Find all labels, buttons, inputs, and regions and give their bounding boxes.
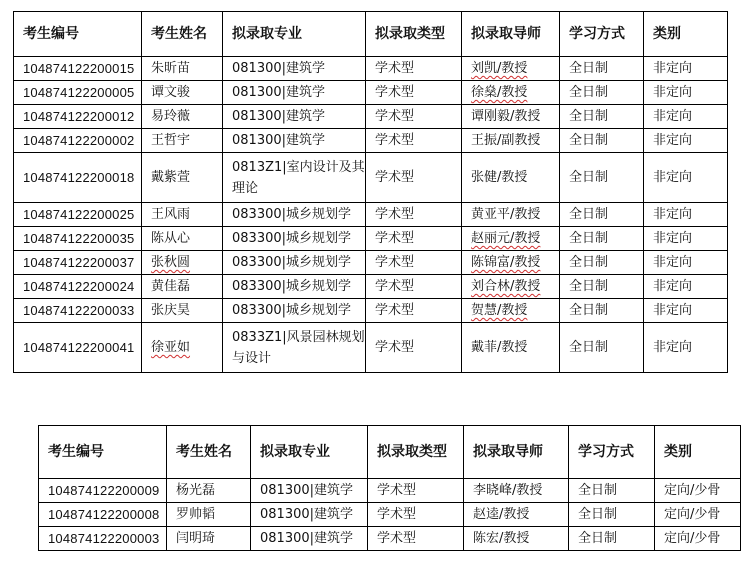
advisor-cell: 王振/副教授 bbox=[462, 129, 560, 153]
header-type: 拟录取类型 bbox=[366, 12, 462, 57]
advisor-cell bbox=[462, 275, 560, 299]
advisor-cell bbox=[462, 299, 560, 323]
advisor-text: 刘凯/教授 bbox=[471, 61, 528, 76]
name-cell: 闫明琦 bbox=[167, 527, 251, 551]
category-cell: 非定向 bbox=[644, 57, 728, 81]
advisor-cell bbox=[462, 81, 560, 105]
type-cell: 学术型 bbox=[366, 323, 462, 373]
header-name: 考生姓名 bbox=[142, 12, 223, 57]
type-cell: 学术型 bbox=[366, 299, 462, 323]
study-mode-cell: 全日制 bbox=[569, 503, 655, 527]
header-exam-id: 考生编号 bbox=[39, 426, 167, 479]
header-advisor: 拟录取导师 bbox=[464, 426, 569, 479]
advisor-cell bbox=[462, 251, 560, 275]
table-row bbox=[14, 81, 728, 105]
major-cell: 0833Z1|风景园林规划与设计 bbox=[223, 323, 366, 373]
exam-id-cell: 104874122200003 bbox=[39, 527, 167, 551]
major-cell: 081300|建筑学 bbox=[223, 81, 366, 105]
exam-id-cell: 104874122200037 bbox=[14, 251, 142, 275]
major-cell: 081300|建筑学 bbox=[223, 105, 366, 129]
type-cell: 学术型 bbox=[366, 57, 462, 81]
advisor-cell bbox=[462, 227, 560, 251]
study-mode-cell: 全日制 bbox=[560, 275, 644, 299]
advisor-text: 刘合林/教授 bbox=[471, 279, 541, 294]
exam-id-cell: 104874122200005 bbox=[14, 81, 142, 105]
type-cell: 学术型 bbox=[366, 227, 462, 251]
table-row bbox=[14, 323, 728, 373]
exam-id-cell: 104874122200012 bbox=[14, 105, 142, 129]
type-cell: 学术型 bbox=[368, 503, 464, 527]
name-cell: 张庆昊 bbox=[142, 299, 223, 323]
table-row bbox=[14, 251, 728, 275]
table-row bbox=[39, 527, 741, 551]
type-cell: 学术型 bbox=[366, 129, 462, 153]
table-row bbox=[14, 105, 728, 129]
type-cell: 学术型 bbox=[366, 153, 462, 203]
category-cell: 定向/少骨 bbox=[655, 503, 741, 527]
study-mode-cell: 全日制 bbox=[560, 153, 644, 203]
study-mode-cell: 全日制 bbox=[560, 323, 644, 373]
type-cell: 学术型 bbox=[368, 479, 464, 503]
advisor-text: 陈锦富/教授 bbox=[471, 255, 541, 270]
name-cell: 黄佳磊 bbox=[142, 275, 223, 299]
table-row bbox=[14, 227, 728, 251]
study-mode-cell: 全日制 bbox=[569, 527, 655, 551]
exam-id-cell: 104874122200018 bbox=[14, 153, 142, 203]
major-cell: 081300|建筑学 bbox=[223, 57, 366, 81]
major-cell: 081300|建筑学 bbox=[251, 527, 368, 551]
major-cell: 083300|城乡规划学 bbox=[223, 227, 366, 251]
exam-id-cell: 104874122200033 bbox=[14, 299, 142, 323]
exam-id-cell: 104874122200041 bbox=[14, 323, 142, 373]
category-cell: 非定向 bbox=[644, 105, 728, 129]
exam-id-cell: 104874122200025 bbox=[14, 203, 142, 227]
major-cell: 081300|建筑学 bbox=[251, 503, 368, 527]
exam-id-cell: 104874122200024 bbox=[14, 275, 142, 299]
major-cell: 081300|建筑学 bbox=[223, 129, 366, 153]
category-cell: 非定向 bbox=[644, 251, 728, 275]
advisor-cell: 陈宏/教授 bbox=[464, 527, 569, 551]
header-category: 类别 bbox=[644, 12, 728, 57]
study-mode-cell: 全日制 bbox=[560, 251, 644, 275]
type-cell: 学术型 bbox=[366, 251, 462, 275]
exam-id-cell: 104874122200035 bbox=[14, 227, 142, 251]
advisor-text: 赵丽元/教授 bbox=[471, 231, 541, 246]
major-cell: 083300|城乡规划学 bbox=[223, 203, 366, 227]
study-mode-cell: 全日制 bbox=[560, 203, 644, 227]
admission-table-directed bbox=[38, 425, 741, 551]
exam-id-cell: 104874122200015 bbox=[14, 57, 142, 81]
study-mode-cell: 全日制 bbox=[560, 129, 644, 153]
table-row bbox=[39, 503, 741, 527]
advisor-text: 徐燊/教授 bbox=[471, 85, 528, 100]
advisor-cell: 谭刚毅/教授 bbox=[462, 105, 560, 129]
name-cell: 王风雨 bbox=[142, 203, 223, 227]
name-cell: 谭文骏 bbox=[142, 81, 223, 105]
category-cell: 非定向 bbox=[644, 299, 728, 323]
name-cell: 罗帅韬 bbox=[167, 503, 251, 527]
category-cell: 非定向 bbox=[644, 203, 728, 227]
header-major: 拟录取专业 bbox=[251, 426, 368, 479]
header-name: 考生姓名 bbox=[167, 426, 251, 479]
category-cell: 非定向 bbox=[644, 275, 728, 299]
advisor-cell: 张健/教授 bbox=[462, 153, 560, 203]
category-cell: 非定向 bbox=[644, 129, 728, 153]
name-cell: 易玲薇 bbox=[142, 105, 223, 129]
header-type: 拟录取类型 bbox=[368, 426, 464, 479]
name-cell: 王哲宇 bbox=[142, 129, 223, 153]
name-cell: 朱昕苗 bbox=[142, 57, 223, 81]
advisor-cell: 黄亚平/教授 bbox=[462, 203, 560, 227]
table-row bbox=[14, 299, 728, 323]
study-mode-cell: 全日制 bbox=[560, 299, 644, 323]
type-cell: 学术型 bbox=[368, 527, 464, 551]
header-exam-id: 考生编号 bbox=[14, 12, 142, 57]
table-row bbox=[14, 57, 728, 81]
study-mode-cell: 全日制 bbox=[569, 479, 655, 503]
advisor-cell: 李晓峰/教授 bbox=[464, 479, 569, 503]
study-mode-cell: 全日制 bbox=[560, 227, 644, 251]
category-cell: 非定向 bbox=[644, 81, 728, 105]
major-cell: 081300|建筑学 bbox=[251, 479, 368, 503]
study-mode-cell: 全日制 bbox=[560, 57, 644, 81]
name-cell: 戴紫萱 bbox=[142, 153, 223, 203]
advisor-cell bbox=[462, 57, 560, 81]
exam-id-cell: 104874122200002 bbox=[14, 129, 142, 153]
category-cell: 非定向 bbox=[644, 153, 728, 203]
advisor-cell: 戴菲/教授 bbox=[462, 323, 560, 373]
table-header-row bbox=[39, 426, 741, 479]
category-cell: 非定向 bbox=[644, 227, 728, 251]
type-cell: 学术型 bbox=[366, 105, 462, 129]
table-row bbox=[14, 203, 728, 227]
table-row bbox=[14, 129, 728, 153]
category-cell: 定向/少骨 bbox=[655, 527, 741, 551]
header-study-mode: 学习方式 bbox=[560, 12, 644, 57]
type-cell: 学术型 bbox=[366, 275, 462, 299]
header-study-mode: 学习方式 bbox=[569, 426, 655, 479]
advisor-text: 贺慧/教授 bbox=[471, 303, 528, 318]
name-cell bbox=[142, 251, 223, 275]
type-cell: 学术型 bbox=[366, 203, 462, 227]
name-cell bbox=[142, 323, 223, 373]
table-header-row bbox=[14, 12, 728, 57]
category-cell: 非定向 bbox=[644, 323, 728, 373]
name-text: 徐亚如 bbox=[151, 340, 191, 355]
table-row bbox=[14, 275, 728, 299]
name-text: 张秋圆 bbox=[151, 255, 191, 270]
table-row bbox=[14, 153, 728, 203]
major-cell: 0813Z1|室内设计及其理论 bbox=[223, 153, 366, 203]
header-category: 类别 bbox=[655, 426, 741, 479]
study-mode-cell: 全日制 bbox=[560, 81, 644, 105]
type-cell: 学术型 bbox=[366, 81, 462, 105]
exam-id-cell: 104874122200008 bbox=[39, 503, 167, 527]
major-cell: 083300|城乡规划学 bbox=[223, 299, 366, 323]
header-major: 拟录取专业 bbox=[223, 12, 366, 57]
major-cell: 083300|城乡规划学 bbox=[223, 275, 366, 299]
major-cell: 083300|城乡规划学 bbox=[223, 251, 366, 275]
table-row bbox=[39, 479, 741, 503]
header-advisor: 拟录取导师 bbox=[462, 12, 560, 57]
admission-table-main bbox=[13, 11, 728, 373]
category-cell: 定向/少骨 bbox=[655, 479, 741, 503]
name-cell: 陈从心 bbox=[142, 227, 223, 251]
advisor-cell: 赵逵/教授 bbox=[464, 503, 569, 527]
study-mode-cell: 全日制 bbox=[560, 105, 644, 129]
name-cell: 杨光磊 bbox=[167, 479, 251, 503]
exam-id-cell: 104874122200009 bbox=[39, 479, 167, 503]
